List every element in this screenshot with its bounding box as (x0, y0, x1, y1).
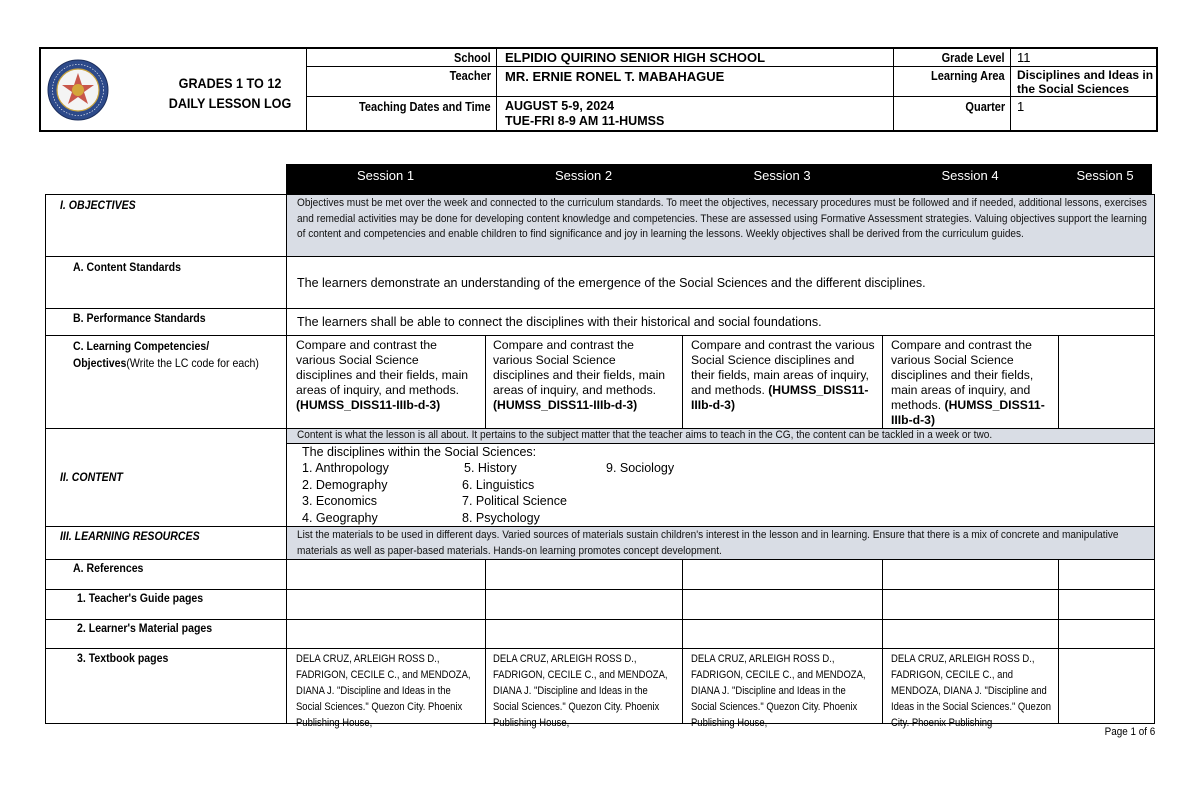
resources-heading: III. LEARNING RESOURCES (60, 529, 200, 543)
competency-code: (HUMSS_DISS11- IIIb-d-3) (691, 383, 869, 412)
teaching-dates-label: Teaching Dates and Time (359, 100, 491, 114)
table-border (45, 194, 46, 724)
discipline-item: 4. Geography (302, 511, 378, 525)
quarter-value: 1 (1017, 99, 1025, 114)
teacher-value: MR. ERNIE RONEL T. MABAHAGUE (505, 69, 725, 84)
textbook-entry-session-4: DELA CRUZ, ARLEIGH ROSS D., FADRIGON, CECILE C., and MENDOZA, DIANA J. "Discipline and Ideas in the Social Sciences." Quezon City. Phoenix Publishing (891, 653, 1052, 729)
session-4-header: Session 4 (941, 168, 999, 183)
competencies-label (73, 338, 259, 372)
competency-text: Compare and contrast the various Social Science disciplines and their fields, main areas of inquiry, and methods. (691, 338, 875, 397)
textbook-label: 3. Textbook pages (77, 651, 169, 665)
content-heading: II. CONTENT (60, 470, 123, 484)
row-divider (45, 589, 1155, 590)
session-2-header: Session 2 (554, 168, 613, 183)
discipline-item: 6. Linguistics (462, 478, 535, 492)
learning-area-value (1017, 68, 1153, 96)
discipline-item: 1. Anthropology (302, 461, 389, 475)
competencies-label-line-1: C. Learning Competencies/ (73, 339, 210, 353)
title-line-2: DAILY LESSON LOG (168, 95, 292, 111)
discipline-item: 2. Demography (302, 478, 388, 492)
performance-standards-label: B. Performance Standards (73, 311, 206, 325)
session-5-header: Session 5 (1076, 168, 1134, 183)
header-divider (306, 66, 1158, 67)
competency-text: Compare and contrast the various Social Science disciplines and their fields, main areas of inquiry, and methods. (296, 338, 469, 397)
competencies-label-note: (Write the LC code for each) (126, 356, 259, 370)
area-line-2: the Social Sciences (1017, 82, 1130, 96)
row-divider (45, 194, 1155, 195)
discipline-item: 7. Political Science (462, 494, 567, 508)
teachers-guide-label: 1. Teacher's Guide pages (77, 591, 204, 605)
row-divider (45, 559, 1155, 560)
header-divider (1010, 47, 1011, 132)
objectives-note: Objectives must be met over the week and connected to the curriculum standards. To meet the objectives, necessary procedures must be followed and if needed, additional lessons, exercises and remedial activities may be done for developing content knowledge and competencies. These are assessed using Formative Assessment strategies. Valuing objectives support the learning of content and competencies and enable children to find significance and joy in learning the lessons. Weekly objectives shall be derived from the curriculum guides. (297, 197, 1147, 240)
learners-material-label: 2. Learner's Material pages (77, 621, 213, 635)
textbook-entry-session-3: DELA CRUZ, ARLEIGH ROSS D., FADRIGON, CECILE C., and MENDOZA, DIANA J. "Discipline and Ideas in the Social Sciences." Quezon City. Phoenix Publishing House, (691, 653, 866, 729)
session-divider (882, 336, 883, 428)
row-divider (45, 335, 1155, 336)
content-note: Content is what the lesson is all about. It pertains to the subject matter that the teacher aims to teach in the CG, the content can be tackled in a week or two. (297, 429, 993, 441)
competency-session-1 (296, 338, 476, 413)
header-divider (496, 47, 497, 132)
competency-text: Compare and contrast the various Social Science disciplines and their fields, main areas of inquiry, and methods. (493, 338, 666, 397)
competency-session-2 (493, 338, 673, 413)
resources-note: List the materials to be used in different days. Varied sources of materials sustain children's interest in the lesson and in learning. Ensure that there is a mix of concrete and manipulative materials as well as paper-based materials. Hands-on learning promotes concept development. (297, 529, 1119, 557)
dates-line-2: TUE-FRI 8-9 AM 11-HUMSS (505, 114, 665, 128)
row-divider (45, 526, 1155, 527)
table-border (1154, 194, 1155, 724)
objectives-heading: I. OBJECTIVES (60, 198, 136, 212)
performance-standards-text: The learners shall be able to connect the disciplines with their historical and social foundations. (297, 315, 822, 329)
row-divider (45, 256, 1155, 257)
teacher-label: Teacher (449, 69, 491, 83)
grade-level-label: Grade Level (942, 51, 1005, 65)
dates-line-1: AUGUST 5-9, 2024 (505, 99, 615, 113)
competency-code: (HUMSS_DISS11-IIIb-d-3) (493, 398, 638, 412)
table-border (286, 194, 287, 724)
session-divider (682, 559, 683, 724)
textbook-entry-session-2: DELA CRUZ, ARLEIGH ROSS D., FADRIGON, CECILE C., and MENDOZA, DIANA J. "Discipline and Ideas in the Social Sciences." Quezon City. Phoenix Publishing House, (493, 653, 668, 729)
title-line-1: GRADES 1 TO 12 (178, 75, 282, 91)
content-standards-label: A. Content Standards (73, 260, 181, 274)
session-1-header: Session 1 (356, 168, 415, 183)
references-label: A. References (73, 561, 144, 575)
header-divider (306, 96, 1158, 97)
session-divider (1058, 336, 1059, 428)
deped-seal-logo (46, 58, 110, 122)
header-divider (893, 47, 894, 132)
session-divider (485, 559, 486, 724)
school-label: School (454, 51, 491, 65)
teaching-dates-value (505, 99, 664, 129)
grade-level-value: 11 (1017, 50, 1031, 65)
session-divider (882, 559, 883, 724)
header-divider (306, 47, 307, 132)
discipline-item: 9. Sociology (606, 461, 675, 475)
competency-text: Compare and contrast the various Social Science disciplines and their fields, main areas of inquiry, and methods. (891, 338, 1034, 412)
quarter-label: Quarter (965, 100, 1005, 114)
school-value: ELPIDIO QUIRINO SENIOR HIGH SCHOOL (505, 50, 766, 65)
document-title (158, 73, 302, 113)
discipline-item: 8. Psychology (462, 511, 540, 525)
competencies-label-line-2: Objectives (73, 356, 127, 370)
content-standards-text: The learners demonstrate an understanding of the emergence of the Social Sciences and the different disciplines. (297, 276, 926, 290)
session-divider (682, 336, 683, 428)
discipline-item: 5. History (464, 461, 517, 475)
discipline-item: 3. Economics (302, 494, 378, 508)
competency-session-4 (891, 338, 1053, 428)
disciplines-intro: The disciplines within the Social Sciences: (302, 445, 537, 459)
competency-code: (HUMSS_DISS11- IIIb-d-3) (891, 398, 1045, 427)
session-divider (485, 336, 486, 428)
competency-code: (HUMSS_DISS11-IIIb-d-3) (296, 398, 441, 412)
textbook-entry-session-1: DELA CRUZ, ARLEIGH ROSS D., FADRIGON, CECILE C., and MENDOZA, DIANA J. "Discipline and Ideas in the Social Sciences." Quezon City. Phoenix Publishing House, (296, 653, 471, 729)
competency-session-3 (691, 338, 876, 413)
row-divider (45, 648, 1155, 649)
learning-area-label: Learning Area (931, 69, 1005, 83)
page-number: Page 1 of 6 (1104, 726, 1155, 738)
session-3-header: Session 3 (753, 168, 811, 183)
area-line-1: Disciplines and Ideas in (1017, 68, 1154, 82)
row-divider (45, 308, 1155, 309)
